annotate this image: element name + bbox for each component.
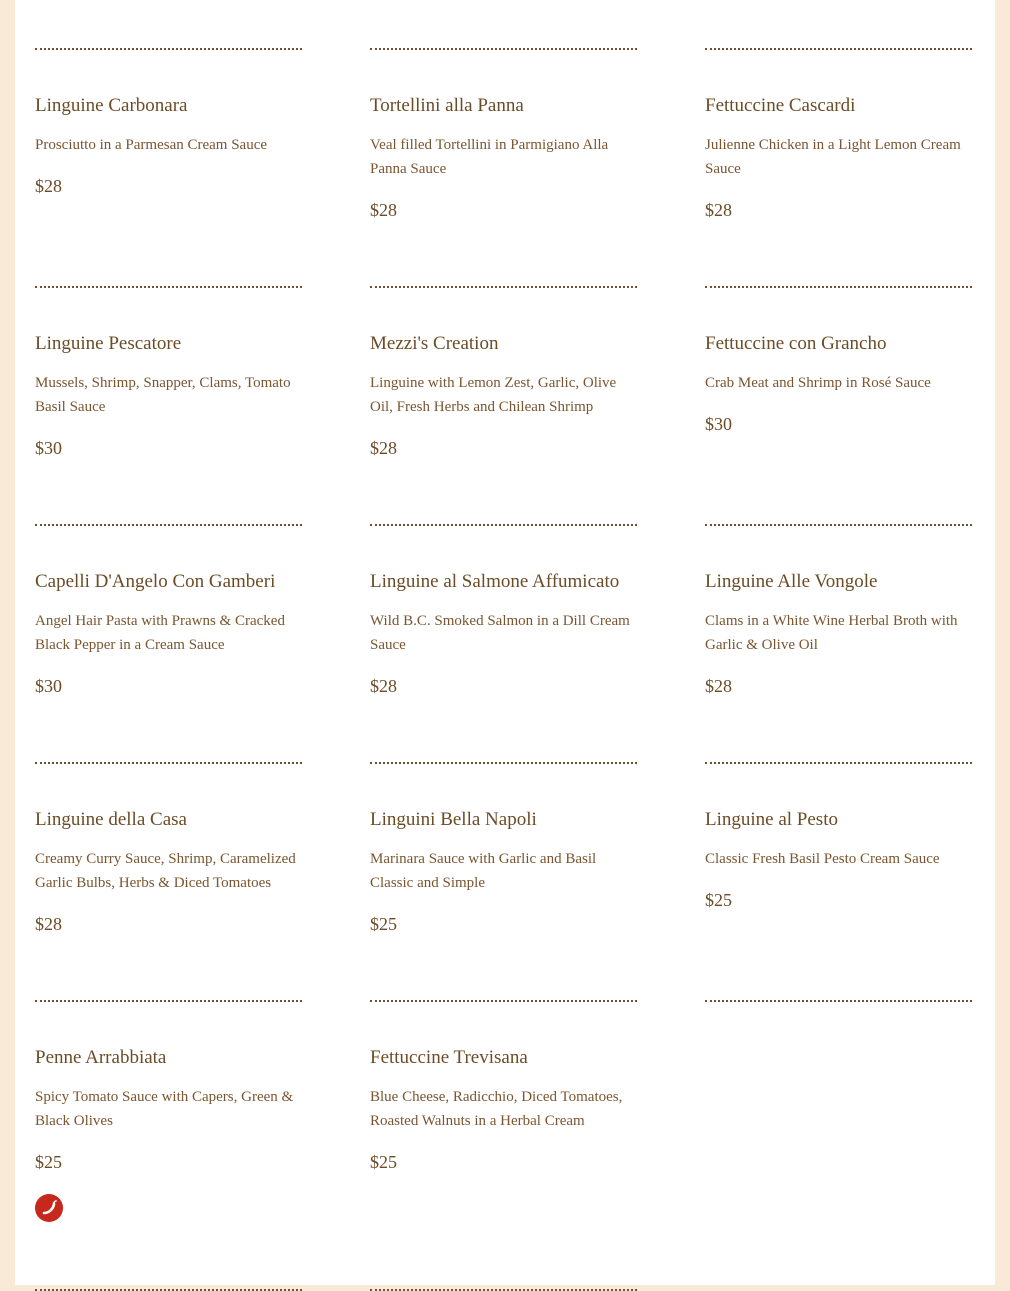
menu-item: [370, 288, 637, 519]
menu-item-name: Mezzi's Creation: [370, 333, 499, 354]
menu-item-description: Clams in a White Wine Herbal Broth with Garlic & Olive Oil: [705, 613, 958, 653]
menu-item-name: Fettuccine con Grancho: [705, 333, 887, 354]
menu-item: [35, 1002, 302, 1287]
menu-item-name: Tortellini alla Panna: [370, 95, 524, 116]
menu-column-2: [370, 0, 637, 1291]
menu-item-price: $30: [35, 676, 62, 696]
menu-item: [35, 764, 302, 995]
dotted-divider: [370, 38, 637, 50]
menu-item: [35, 50, 302, 281]
menu-item-price: $28: [370, 676, 397, 696]
menu-item-price: $25: [705, 890, 732, 910]
menu-item: [705, 764, 972, 995]
menu-item-price: $28: [35, 176, 62, 196]
menu-item-price: $25: [370, 1152, 397, 1172]
menu-item-name: Linguine della Casa: [35, 809, 187, 830]
menu-item: [370, 1002, 637, 1287]
menu-item-description: Blue Cheese, Radicchio, Diced Tomatoes, Roasted Walnuts in a Herbal Cream: [370, 1089, 623, 1129]
dotted-divider: [35, 38, 302, 50]
menu-item: [705, 50, 972, 281]
menu-item: [705, 526, 972, 757]
menu-item-price: $25: [370, 914, 397, 934]
menu-item: [35, 288, 302, 519]
menu-item-description: Creamy Curry Sauce, Shrimp, Caramelized Garlic Bulbs, Herbs & Diced Tomatoes: [35, 851, 296, 891]
menu-item: [370, 526, 637, 757]
menu-item-name: Linguine Alle Vongole: [705, 571, 878, 592]
menu-column-1: [35, 0, 302, 1291]
menu-item: [370, 50, 637, 281]
menu-item-description: Veal filled Tortellini in Parmigiano Alla Panna Sauce: [370, 137, 609, 177]
menu-item-price: $28: [370, 438, 397, 458]
menu-item-description: Mussels, Shrimp, Snapper, Clams, Tomato Basil Sauce: [35, 375, 291, 415]
menu-item: [705, 288, 972, 519]
menu-item-description: Linguine with Lemon Zest, Garlic, Olive Oil, Fresh Herbs and Chilean Shrimp: [370, 375, 617, 415]
menu-item-price: $28: [705, 676, 732, 696]
menu-item: [370, 764, 637, 995]
menu-item-name: Linguine Pescatore: [35, 333, 182, 354]
menu-item-name: Linguine al Pesto: [705, 809, 838, 830]
menu-item-name: Linguini Bella Napoli: [370, 809, 537, 830]
menu-item-description: Marinara Sauce with Garlic and Basil Classic and Simple: [370, 851, 597, 891]
menu-item-price: $30: [35, 438, 62, 458]
menu-column-3: [705, 0, 972, 1291]
menu-item-name: Linguine al Salmone Affumicato: [370, 571, 620, 592]
chili-pepper-icon: [35, 1194, 63, 1222]
menu-item-price: $28: [705, 200, 732, 220]
menu-item-price: $28: [35, 914, 62, 934]
menu-item-name: Fettuccine Cascardi: [705, 95, 856, 116]
menu-item-price: $28: [370, 200, 397, 220]
menu-item-name: Capelli D'Angelo Con Gamberi: [35, 571, 276, 592]
menu-item-price: $30: [705, 414, 732, 434]
dotted-divider: [705, 38, 972, 50]
menu-grid: [35, 0, 975, 1291]
menu-item: [35, 526, 302, 757]
chili-pepper-icon-glyph: [35, 1194, 63, 1222]
menu-item-name: Fettuccine Trevisana: [370, 1047, 528, 1068]
menu-item-price: $25: [35, 1152, 62, 1172]
menu-item-description: Julienne Chicken in a Light Lemon Cream Sauce: [705, 137, 961, 177]
menu-item-description: Crab Meat and Shrimp in Rosé Sauce: [705, 375, 931, 391]
menu-item-name: Penne Arrabbiata: [35, 1047, 167, 1068]
menu-item-name: Linguine Carbonara: [35, 95, 188, 116]
menu-item-description: Angel Hair Pasta with Prawns & Cracked Black Pepper in a Cream Sauce: [35, 613, 285, 653]
menu-item-description: Prosciutto in a Parmesan Cream Sauce: [35, 137, 268, 153]
menu-item-description: Spicy Tomato Sauce with Capers, Green & Black Olives: [35, 1089, 294, 1129]
menu-item-description: Classic Fresh Basil Pesto Cream Sauce: [705, 851, 940, 867]
menu-panel: [15, 0, 995, 1285]
menu-item-description: Wild B.C. Smoked Salmon in a Dill Cream Sauce: [370, 613, 630, 653]
